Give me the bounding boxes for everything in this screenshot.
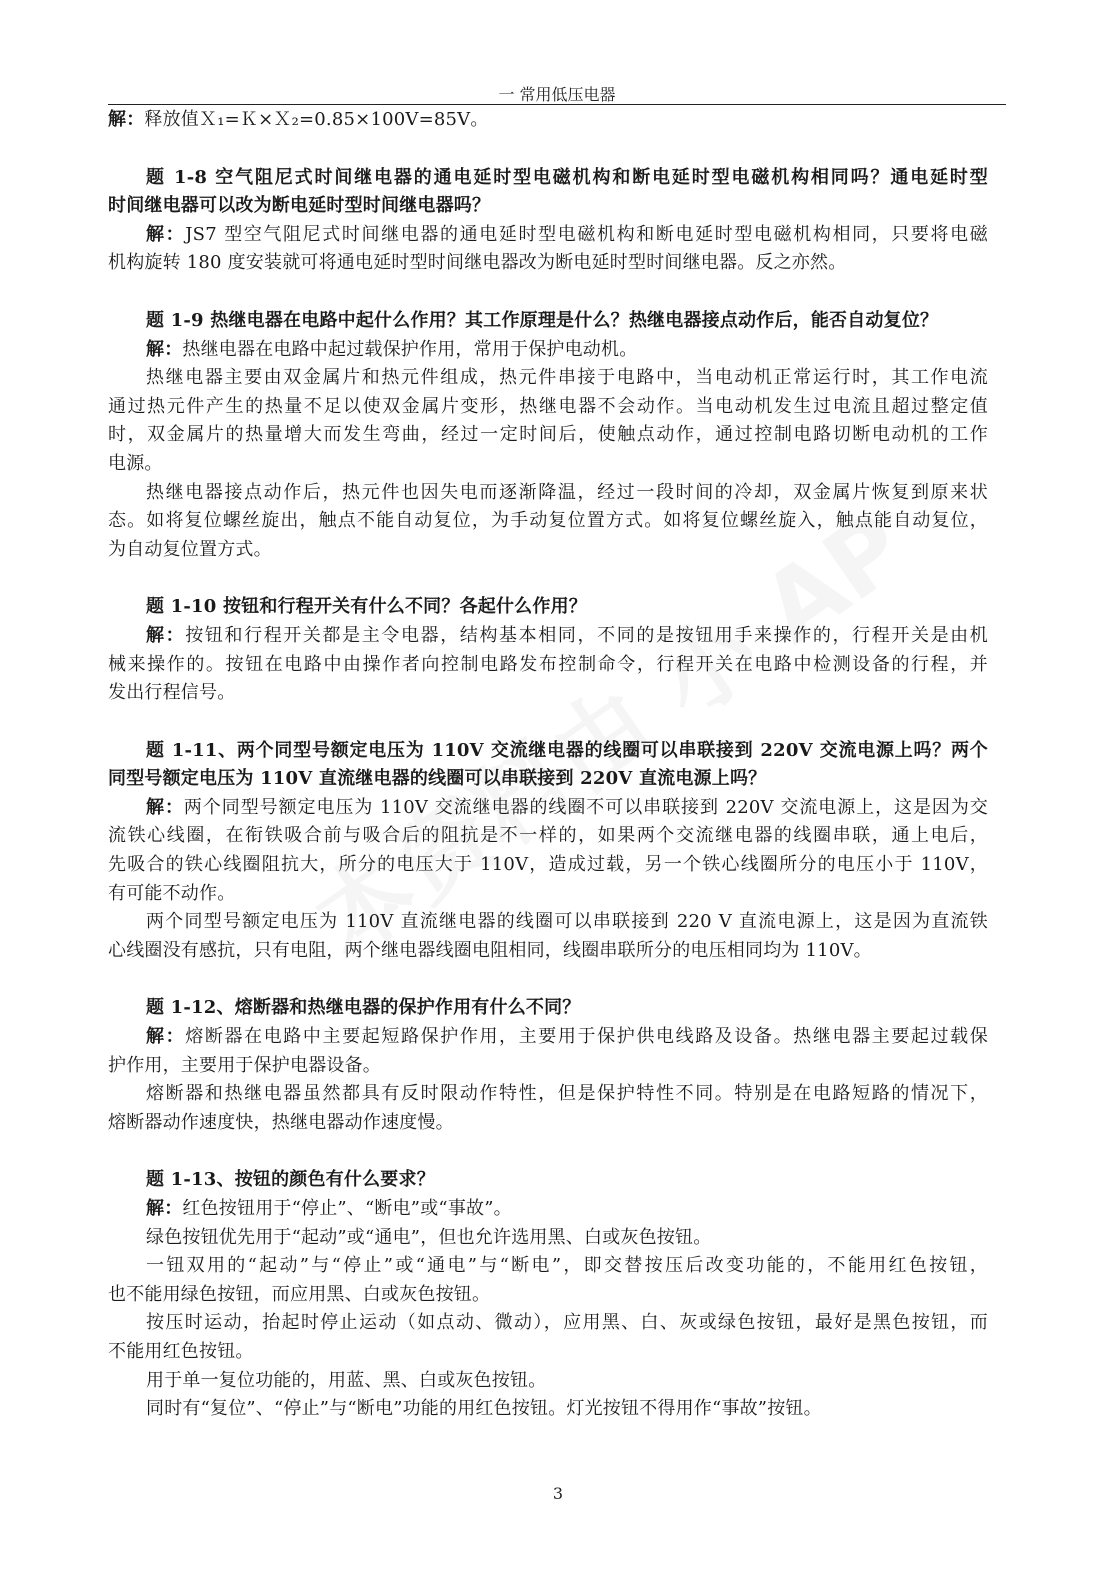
line-text: 题 1-9 热继电器在电路中起什么作用？其工作原理是什么？热继电器接点动作后，能否自动复位？ bbox=[146, 309, 939, 331]
paragraph-gap bbox=[108, 564, 988, 593]
answer-block bbox=[108, 336, 988, 365]
line-text: 题 1-11、两个同型号额定电压为 110V 交流继电器的线圈可以串联接到 220V 交流电源上吗？两个 bbox=[146, 739, 988, 761]
paragraph-gap bbox=[108, 135, 988, 164]
question-block bbox=[108, 593, 988, 622]
line-text: 机构旋转 180 度安装就可将通电延时型时间继电器改为断电延时型时间继电器。反之亦然。 bbox=[108, 252, 847, 274]
line-text: 同型号额定电压为 110V 直流继电器的线圈可以串联接到 220V 直流电源上吗？ bbox=[108, 768, 767, 790]
line-text: 态。如将复位螺丝旋出，触点不能自动复位，为手动复位置方式。如将复位螺丝旋入，触点能自动复位， bbox=[108, 510, 988, 532]
text-line bbox=[108, 479, 988, 508]
paragraph-block bbox=[108, 1395, 988, 1424]
answer-block bbox=[108, 106, 988, 135]
text-line bbox=[108, 536, 988, 565]
question-block bbox=[108, 1166, 988, 1195]
line-text: 两个同型号额定电压为 110V 交流继电器的线圈不可以串联接到 220V 交流电源上，这是因为交 bbox=[183, 796, 988, 818]
line-text: 红色按钮用于“停止”、“断电”或“事故”。 bbox=[182, 1198, 512, 1219]
text-line bbox=[108, 450, 988, 479]
text-line bbox=[108, 1309, 988, 1338]
text-line bbox=[108, 421, 988, 450]
text-line bbox=[108, 622, 988, 651]
text-line bbox=[108, 1195, 988, 1224]
line-text: 题 1-8 空气阻尼式时间继电器的通电延时型电磁机构和断电延时型电磁机构相同吗？通电延时型 bbox=[146, 166, 988, 188]
line-text: 有可能不动作。 bbox=[108, 882, 236, 904]
text-line bbox=[108, 221, 988, 250]
line-text: 题 1-12、熔断器和热继电器的保护作用有什么不同？ bbox=[146, 997, 581, 1019]
paragraph-block bbox=[108, 1080, 988, 1137]
line-text: 释放值Ｘ₁=Ｋ×Ｘ₂=0.85×100V=85V。 bbox=[144, 109, 489, 130]
line-text: 通过热元件产生的热量不足以使双金属片变形，热继电器不会动作。当电动机发生过电流且超过整定值 bbox=[108, 395, 988, 417]
text-line bbox=[108, 1023, 988, 1052]
answer-block bbox=[108, 622, 988, 708]
paragraph-gap bbox=[108, 708, 988, 737]
text-line bbox=[108, 937, 988, 966]
answer-block bbox=[108, 221, 988, 278]
line-text: 同时有“复位”、“停止”与“断电”功能的用红色按钮。灯光按钮不得用作“事故”按钮。 bbox=[146, 1398, 822, 1420]
line-text: 熔断器和热继电器虽然都具有反时限动作特性，但是保护特性不同。特别是在电路短路的情况下， bbox=[146, 1083, 988, 1105]
answer-label: 解： bbox=[146, 223, 186, 245]
line-text: 熔断器在电路中主要起短路保护作用，主要用于保护供电线路及设备。热继电器主要起过载保 bbox=[185, 1026, 988, 1048]
answer-block bbox=[108, 1195, 988, 1224]
question-block bbox=[108, 737, 988, 794]
line-text: 两个同型号额定电压为 110V 直流继电器的线圈可以串联接到 220 V 直流电源上，这是因为直流铁 bbox=[146, 911, 988, 933]
line-text: JS7 型空气阻尼式时间继电器的通电延时型电磁机构和断电延时型电磁机构相同，只要将电磁 bbox=[185, 223, 988, 245]
text-line bbox=[108, 106, 988, 135]
line-text: 不能用红色按钮。 bbox=[108, 1340, 254, 1362]
line-text: 械来操作的。按钮在电路中由操作者向控制电路发布控制命令，行程开关在电路中检测设备的行程，并 bbox=[108, 653, 988, 675]
text-line bbox=[108, 737, 988, 766]
paragraph-block bbox=[108, 479, 988, 565]
text-line bbox=[108, 164, 988, 193]
answer-block bbox=[108, 794, 988, 908]
paragraph-gap bbox=[108, 965, 988, 994]
line-text: 按钮和行程开关都是主令电器，结构基本相同，不同的是按钮用手来操作的，行程开关是由机 bbox=[185, 624, 988, 646]
line-text: 发出行程信号。 bbox=[108, 682, 236, 704]
paragraph-block bbox=[108, 1309, 988, 1366]
text-line bbox=[108, 1166, 988, 1195]
text-line bbox=[108, 1395, 988, 1424]
text-line bbox=[108, 765, 988, 794]
line-text: 热继电器接点动作后，热元件也因失电而逐渐降温，经过一段时间的冷却，双金属片恢复到原来状 bbox=[146, 481, 988, 503]
question-block bbox=[108, 994, 988, 1023]
line-text: 心线圈没有感抗，只有电阻，两个继电器线圈电阻相同，线圈串联所分的电压相同均为 110V。 bbox=[108, 939, 872, 961]
line-text: 题 1-10 按钮和行程开关有什么不同？各起什么作用？ bbox=[146, 596, 587, 618]
line-text: 流铁心线圈，在衔铁吸合前与吸合后的阻抗是不一样的，如果两个交流继电器的线圈串联，通上电后， bbox=[108, 825, 988, 847]
text-line bbox=[108, 307, 988, 336]
text-line bbox=[108, 651, 988, 680]
line-text: 按压时运动，抬起时停止运动（如点动、微动），应用黑、白、灰或绿色按钮，最好是黑色按钮，而 bbox=[146, 1312, 988, 1334]
question-block bbox=[108, 164, 988, 221]
line-text: 电源。 bbox=[108, 452, 163, 474]
line-text: 熔断器动作速度快，热继电器动作速度慢。 bbox=[108, 1111, 454, 1133]
text-line bbox=[108, 364, 988, 393]
text-line bbox=[108, 593, 988, 622]
text-line bbox=[108, 880, 988, 909]
running-header: 一 常用低压电器 bbox=[498, 85, 616, 104]
paragraph-block bbox=[108, 364, 988, 478]
line-text: 也不能用绿色按钮，而应用黑、白或灰色按钮。 bbox=[108, 1283, 491, 1305]
text-line bbox=[108, 1109, 988, 1138]
text-line bbox=[108, 393, 988, 422]
answer-block bbox=[108, 1023, 988, 1080]
text-line bbox=[108, 994, 988, 1023]
line-text: 时间继电器可以改为断电延时型时间继电器吗？ bbox=[108, 195, 491, 217]
text-line bbox=[108, 1367, 988, 1396]
text-line bbox=[108, 908, 988, 937]
answer-label: 解： bbox=[146, 338, 183, 360]
text-line bbox=[108, 336, 988, 365]
paragraph-gap bbox=[108, 1137, 988, 1166]
line-text: 绿色按钮优先用于“起动”或“通电”，但也允许选用黑、白或灰色按钮。 bbox=[146, 1226, 712, 1248]
text-line bbox=[108, 851, 988, 880]
line-text: 热继电器在电路中起过载保护作用，常用于保护电动机。 bbox=[182, 338, 638, 360]
paragraph-block bbox=[108, 1367, 988, 1396]
document-body bbox=[108, 106, 988, 1424]
line-text: 先吸合的铁心线圈阻抗大，所分的电压大于 110V，造成过载，另一个铁心线圈所分的电压小于 110V， bbox=[108, 854, 988, 876]
line-text: 一钮双用的“起动”与“停止”或“通电”与“断电”，即交替按压后改变功能的，不能用红色按钮， bbox=[146, 1255, 988, 1277]
paragraph-block bbox=[108, 908, 988, 965]
text-line bbox=[108, 507, 988, 536]
line-text: 热继电器主要由双金属片和热元件组成，热元件串接于电路中，当电动机正常运行时，其工作电流 bbox=[146, 367, 988, 389]
header-rule bbox=[108, 104, 1006, 105]
text-line bbox=[108, 1281, 988, 1310]
answer-label: 解： bbox=[146, 624, 186, 646]
line-text: 题 1-13、按钮的颜色有什么要求？ bbox=[146, 1169, 435, 1191]
text-line bbox=[108, 192, 988, 221]
line-text: 为自动复位置方式。 bbox=[108, 538, 272, 560]
text-line bbox=[108, 1338, 988, 1367]
text-line bbox=[108, 1080, 988, 1109]
text-line bbox=[108, 794, 988, 823]
text-line bbox=[108, 822, 988, 851]
page-number: 3 bbox=[552, 1484, 564, 1503]
text-line bbox=[108, 1052, 988, 1081]
paragraph-block bbox=[108, 1252, 988, 1309]
answer-label: 解： bbox=[108, 109, 145, 130]
answer-label: 解： bbox=[146, 796, 184, 818]
line-text: 时，双金属片的热量增大而发生弯曲，经过一定时间后，使触点动作，通过控制电路切断电动机的工作 bbox=[108, 424, 988, 446]
line-text: 护作用，主要用于保护电器设备。 bbox=[108, 1054, 381, 1076]
text-line bbox=[108, 249, 988, 278]
text-line bbox=[108, 679, 988, 708]
text-line bbox=[108, 1224, 988, 1253]
answer-label: 解： bbox=[146, 1198, 183, 1219]
paragraph-gap bbox=[108, 278, 988, 307]
question-block bbox=[108, 307, 988, 336]
paragraph-block bbox=[108, 1224, 988, 1253]
answer-label: 解： bbox=[146, 1026, 186, 1048]
line-text: 用于单一复位功能的，用蓝、黑、白或灰色按钮。 bbox=[146, 1369, 547, 1391]
text-line bbox=[108, 1252, 988, 1281]
